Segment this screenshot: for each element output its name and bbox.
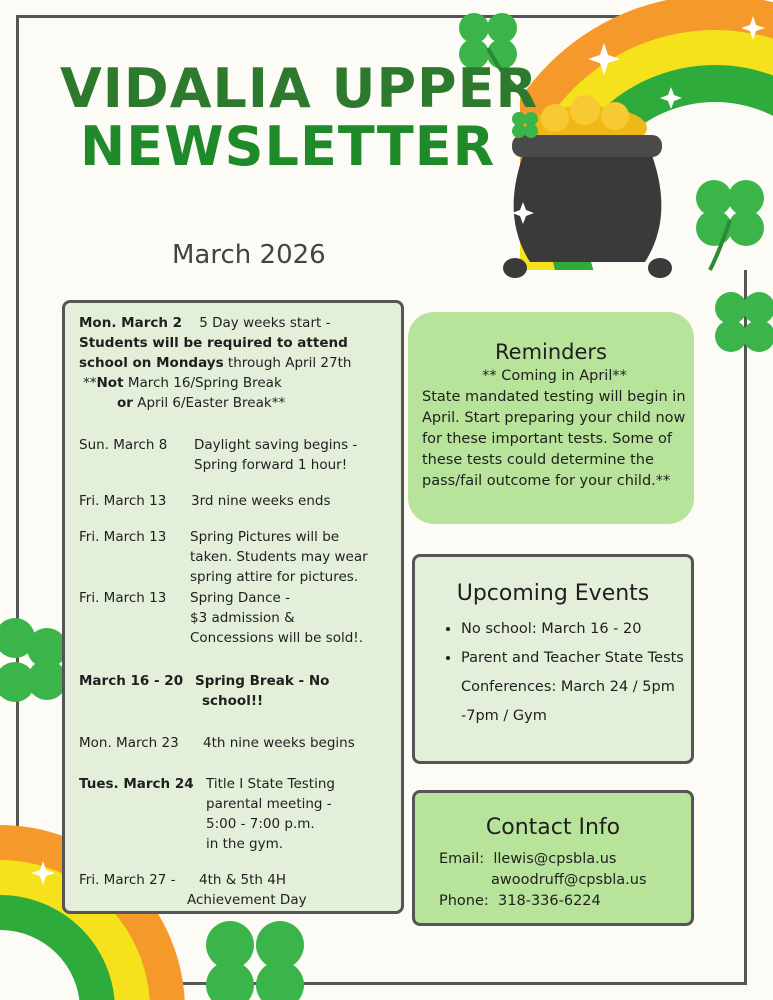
calendar-box <box>62 300 404 914</box>
event-date: Fri. March 13 <box>79 493 167 509</box>
event-text: $3 admission & <box>190 610 295 626</box>
event-text: 3rd nine weeks ends <box>191 493 331 509</box>
event-text: Spring forward 1 hour! <box>194 457 348 473</box>
contact-info-box <box>412 790 694 926</box>
event-text: Not <box>96 375 124 391</box>
title-line-1: VIDALIA UPPER <box>60 57 539 120</box>
event-text: Spring Break - No <box>195 673 330 689</box>
event-text: parental meeting - <box>206 796 332 812</box>
event-text: March 16/Spring Break <box>123 375 282 391</box>
phone-label: Phone: <box>439 893 489 909</box>
event-text: April 6/Easter Break** <box>132 395 286 411</box>
event-date: March 16 - 20 <box>79 673 184 689</box>
upcoming-events-list <box>433 615 691 731</box>
event-text: Spring Pictures will be <box>190 529 340 545</box>
upcoming-events-title: Upcoming Events <box>456 581 650 606</box>
email-label: Email: <box>439 851 485 867</box>
event-text: 5:00 - 7:00 p.m. <box>206 816 315 832</box>
event-text: Daylight saving begins - <box>194 437 358 453</box>
event-text: spring attire for pictures. <box>190 569 359 585</box>
upcoming-events-box <box>412 554 694 764</box>
title-line-2: NEWSLETTER <box>80 115 496 178</box>
event-date: Fri. March 27 - <box>79 872 176 888</box>
event-text: in the gym. <box>206 836 284 852</box>
phone-number: 318-336-6224 <box>498 893 601 909</box>
event-text: Achievement Day <box>187 892 307 908</box>
event-text: ** <box>83 375 97 391</box>
event-text: 4th nine weeks begins <box>203 735 355 751</box>
event-text: taken. Students may wear <box>190 549 368 565</box>
event-text: Title I State Testing <box>206 776 335 792</box>
reminders-body: State mandated testing will begin in April. Start preparing your child now for these important tests. Some of these tests could determine the pass/fail outcome for your child.** <box>422 389 686 489</box>
event-text: Spring Dance - <box>190 590 290 606</box>
reminders-note: ** Coming in April** <box>482 368 627 384</box>
event-text: Concessions will be sold!. <box>190 630 363 646</box>
event-text: school!! <box>202 693 264 709</box>
event-date: Sun. March 8 <box>79 437 168 453</box>
event-text: or <box>117 395 133 411</box>
email-link-1[interactable]: llewis@cpsbla.us <box>493 851 617 867</box>
event-text: school on Mondays <box>79 355 224 371</box>
event-text: 4th & 5th 4H <box>199 872 287 888</box>
event-date: Fri. March 13 <box>79 529 167 545</box>
event-date: Mon. March 2 <box>79 315 183 331</box>
event-date: Mon. March 23 <box>79 735 179 751</box>
event-march-2 <box>79 313 351 413</box>
reminders-box <box>408 312 694 524</box>
list-item: • No school: March 16 - 20 <box>461 615 691 644</box>
newsletter-date: March 2026 <box>172 240 326 270</box>
event-text: Students will be required to attend <box>79 335 348 351</box>
newsletter-title <box>60 57 539 178</box>
event-text: 5 Day weeks start - <box>199 315 331 331</box>
email-link-2[interactable]: awoodruff@cpsbla.us <box>491 872 647 888</box>
contact-title: Contact Info <box>485 815 621 840</box>
event-text: through April 27th <box>223 355 352 371</box>
event-date: Tues. March 24 <box>79 776 194 792</box>
list-item: • Parent and Teacher State Tests Conferences: March 24 / 5pm -7pm / Gym <box>461 644 691 731</box>
event-date: Fri. March 13 <box>79 590 167 606</box>
reminders-title: Reminders <box>495 340 607 364</box>
